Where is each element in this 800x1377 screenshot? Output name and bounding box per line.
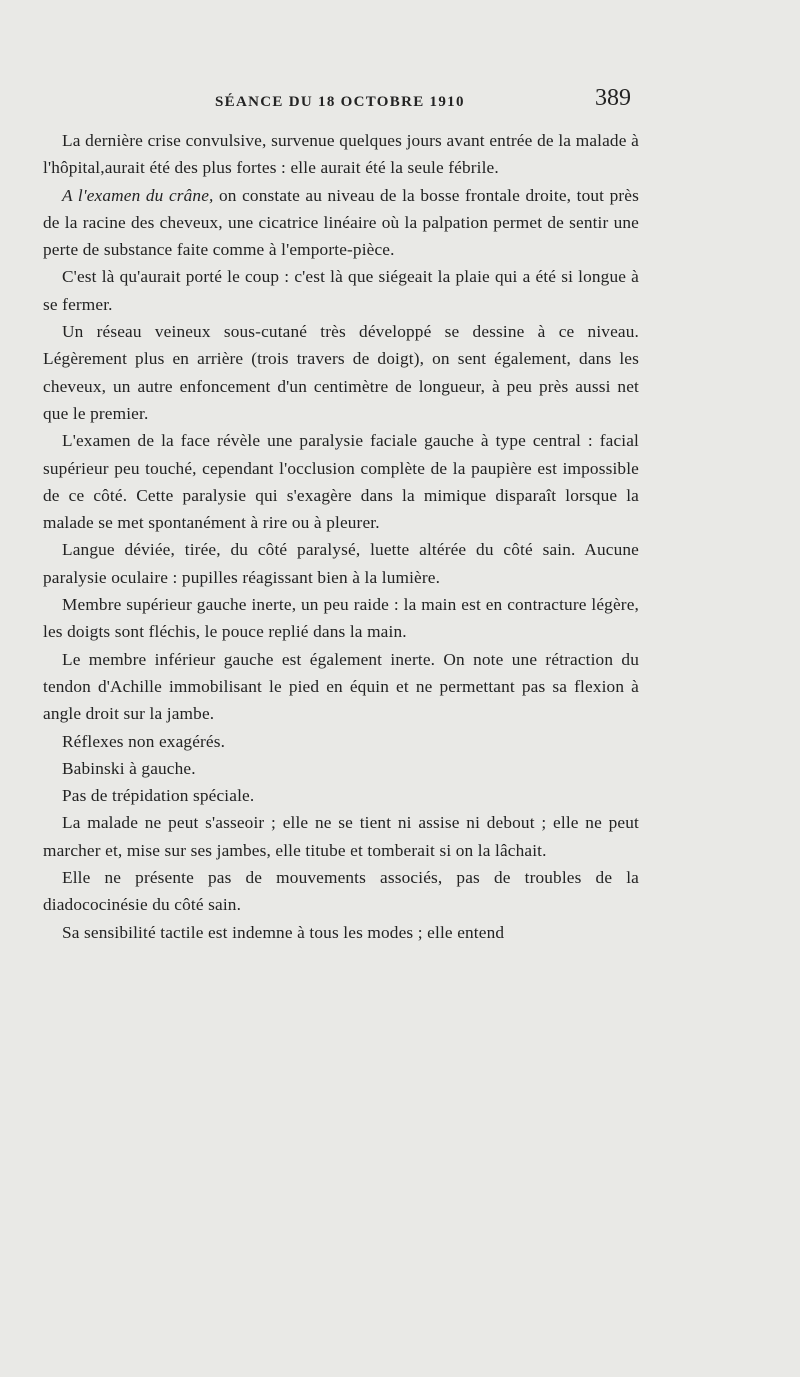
paragraph-facial-paralysis: L'examen de la face révèle une paralysie faciale gauche à type central : facial supérieur peu touché, cependant l'occlusion complète de la paupière est impossible de ce côté. Cette paralysie qui s'exagère dans la mimique disparaît lorsque la malade se met spontanément à rire ou à pleurer. bbox=[43, 431, 639, 533]
paragraph-trepidation: Pas de trépidation spéciale. bbox=[62, 786, 255, 806]
paragraph-tongue: Langue déviée, tirée, du côté paralysé, luette altérée du côté sain. Aucune paralysie oculaire : pupilles réagissant bien à la lumière. bbox=[43, 540, 639, 587]
running-title: SÉANCE DU 18 OCTOBRE 1910 bbox=[215, 94, 465, 110]
paragraph-last-seizure: La dernière crise convulsive, survenue quelques jours avant entrée de la malade à l'hôpital,aurait été des plus fortes : elle aurait été la seule fébrile. bbox=[43, 131, 639, 178]
paragraph-venous-network: Un réseau veineux sous-cutané très développé se dessine à ce niveau. Légèrement plus en arrière (trois travers de doigt), on sent également, dans les cheveux, un autre enfoncement d'un centimètre de longueur, à peu près aussi net que le premier. bbox=[43, 322, 639, 423]
paragraph-skull-exam bbox=[43, 182, 639, 264]
paragraph-babinski: Babinski à gauche. bbox=[62, 758, 196, 778]
skull-exam-heading: A l'examen du crâne, bbox=[62, 185, 214, 205]
paragraph-reflexes: Réflexes non exagérés. bbox=[62, 731, 226, 751]
text-body bbox=[43, 127, 639, 946]
paragraph-sensibility: Sa sensibilité tactile est indemne à tous les modes ; elle entend bbox=[62, 922, 505, 942]
paragraph-upper-limb: Membre supérieur gauche inerte, un peu raide : la main est en contracture légère, les doigts sont fléchis, le pouce replié dans la main. bbox=[43, 595, 639, 642]
paragraph-posture: La malade ne peut s'asseoir ; elle ne se tient ni assise ni debout ; elle ne peut marcher et, mise sur ses jambes, elle titube et tomberait si on la lâchait. bbox=[43, 813, 639, 860]
skull-exam-text: on constate au niveau de la bosse frontale droite, tout près de la racine des cheveux, une cicatrice linéaire où la palpation permet de sentir une perte de substance faite comme à l'emporte-pièce. bbox=[43, 185, 639, 260]
running-head bbox=[0, 85, 800, 119]
paragraph-wound-site: C'est là qu'aurait porté le coup : c'est là que siégeait la plaie qui a été si longue à se fermer. bbox=[43, 267, 639, 314]
page-number: 389 bbox=[595, 85, 631, 111]
paragraph-associated-movements: Elle ne présente pas de mouvements associés, pas de troubles de la diadococinésie du côté sain. bbox=[43, 868, 639, 915]
paragraph-lower-limb: Le membre inférieur gauche est également inerte. On note une rétraction du tendon d'Achille immobilisant le pied en équin et ne permettant pas sa flexion à angle droit sur la jambe. bbox=[43, 649, 639, 724]
